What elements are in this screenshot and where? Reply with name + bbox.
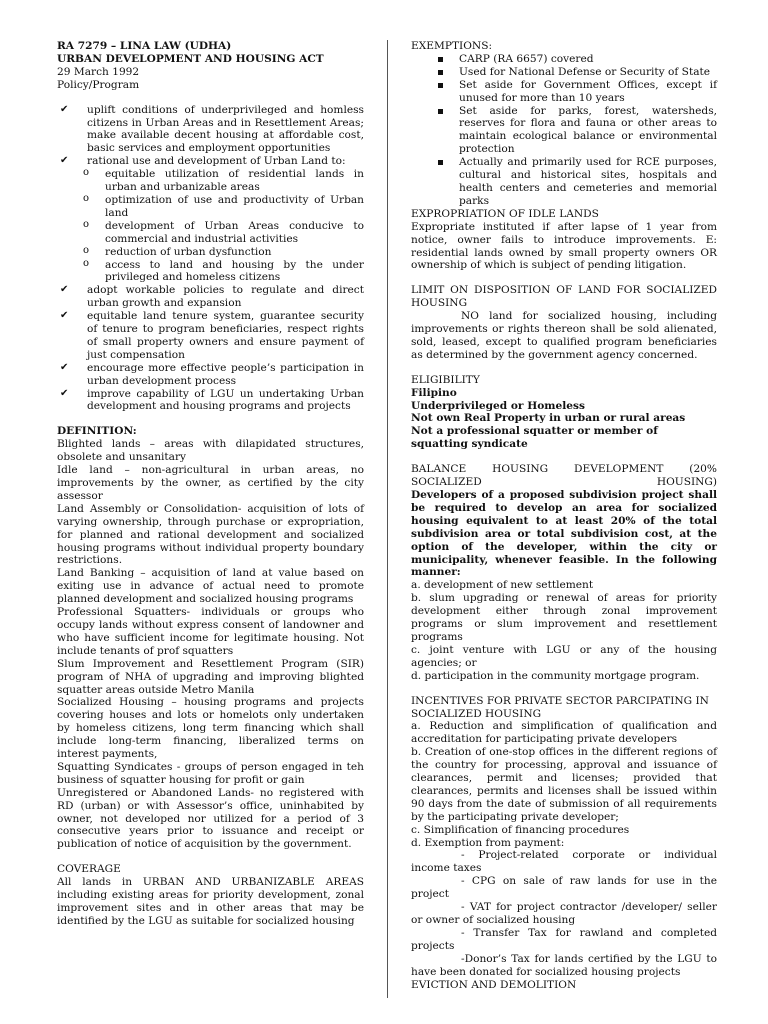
eligibility-item: Underprivileged or Homeless — [411, 399, 585, 412]
expropriation-text: Expropriate instituted if after lapse of 1 year from notice, owner fails to introduce improvements. E: residential lands owned by small property owners OR ownership of which is subject of pending litigation. — [411, 220, 717, 272]
eligibility-heading: ELIGIBILITY — [411, 373, 480, 386]
checkmark-icon: ✔ — [60, 310, 69, 322]
exemptions-heading: EXEMPTIONS: — [411, 40, 493, 52]
incentives-heading: INCENTIVES FOR PRIVATE SECTOR PARCIPATING IN SOCIALIZED HOUSING — [411, 694, 709, 720]
left-column — [57, 40, 364, 928]
eviction-heading: EVICTION AND DEMOLITION — [411, 978, 577, 991]
right-column — [411, 40, 717, 991]
expropriation-heading: EXPROPRIATION OF IDLE LANDS — [411, 207, 599, 220]
exemption-item: Used for National Defense or Security of State — [411, 66, 717, 79]
definition-item: Socialized Housing – housing programs and projects covering houses and lots or homelots only undertaken by homeless citizens, long term financing which shall include long-term financing, liberalized terms on interest payments, — [57, 696, 364, 761]
limit-text: NO land for socialized housing, including improvements or rights thereon shall be sold alienated, sold, leased, except to qualified program beneficiaries as determined by the government agency concerned. — [411, 310, 717, 361]
land-goal-item: o optimization of use and productivity of Urban land — [83, 192, 364, 219]
policy-item: ✔ uplift conditions of underprivileged and homless citizens in Urban Areas and in Resettlement Areas; make available decent housing at affordable cost, basic services and employment opportunities — [60, 103, 364, 155]
balance-item: d. participation in the community mortgage program. — [411, 669, 700, 682]
tax-exemption-item: - Transfer Tax for rawland and completed projects — [411, 926, 717, 952]
balance-text: Developers of a proposed subdivision project shall be required to develop an area for socialized housing equivalent to at least 20% of the total subdivision area or total subdivision cost, at the option of the developer, within the city or municipality, whenever feasible. In the following manner: — [411, 489, 717, 579]
land-goal-item: o access to land and housing by the under privileged and homeless citizens — [83, 257, 364, 284]
definition-item: Land Banking – acquisition of land at value based on exiting use in advance of actual need to promote planned development and socialized housing programs — [57, 567, 364, 606]
eligibility-item: Not a professional squatter or member of squatting syndicate — [411, 425, 658, 451]
document-subtitle: URBAN DEVELOPMENT AND HOUSING ACT — [57, 52, 324, 65]
balance-item: c. joint venture with LGU or any of the housing agencies; or — [411, 643, 717, 669]
square-bullet-icon — [438, 70, 443, 75]
circle-bullet-icon: o — [83, 167, 90, 179]
tax-exemption-item: - VAT for project contractor /developer/ seller or owner of socialized housing — [411, 901, 717, 926]
checkmark-icon: ✔ — [60, 103, 69, 115]
definition-item: Blighted lands – areas with dilapidated structures, obsolete and unsanitary — [57, 438, 364, 464]
tax-exemption-item: - CPG on sale of raw lands for use in the project — [411, 875, 717, 901]
checkmark-icon: ✔ — [60, 284, 69, 296]
coverage-heading: COVERAGE — [57, 863, 121, 876]
square-bullet-icon — [438, 109, 443, 114]
eligibility-item: Filipino — [411, 386, 457, 399]
policy-label: Policy/Program — [57, 78, 140, 91]
checkmark-icon: ✔ — [60, 387, 69, 399]
land-goal-item: o reduction of urban dysfunction — [83, 244, 272, 258]
policy-item: ✔ adopt workable policies to regulate and direct urban growth and expansion — [60, 284, 364, 310]
circle-bullet-icon: o — [83, 244, 90, 256]
square-bullet-icon — [438, 160, 443, 165]
policy-item: ✔ improve capability of LGU un undertaking Urban development and housing programs and projects — [60, 387, 364, 413]
exemption-item: Set aside for parks, forest, watersheds, reserves for flora and fauna or other areas to maintain ecological balance or environmental protection — [411, 105, 717, 157]
land-goal-item: o development of Urban Areas conducive to commercial and industrial activities — [83, 218, 364, 245]
land-goal-item: o equitable utilization of residential lands in urban and urbanizable areas — [83, 167, 364, 194]
eligibility-item: Not own Real Property in urban or rural areas — [411, 412, 686, 425]
column-divider — [387, 40, 388, 998]
policy-list — [57, 104, 364, 414]
definition-item: Unregistered or Abandoned Lands- no registered with RD (urban) or with Assessor’s office, uninhabited by owner, not developed nor utilized for a period of 3 consecutive years prior to issuance and receipt or publication of notice of acquisition by the government. — [57, 786, 364, 851]
incentive-item: b. Creation of one-stop offices in the different regions of the country for processing, approval and issuance of clearances, permit and licenses; provided that clearances, permits and licenses shall be issued within 90 days from the date of submission of all requirements by the participating private developer; — [411, 746, 717, 823]
incentive-item: a. Reduction and simplification of qualification and accreditation for participating private developers — [411, 720, 717, 746]
tax-exemption-item: - Project-related corporate or individual income taxes — [411, 849, 717, 875]
balance-item: b. slum upgrading or renewal of areas for priority development either through zonal improvement programs or slum improvement and resettlement programs — [411, 592, 717, 643]
circle-bullet-icon: o — [83, 192, 90, 204]
policy-item: ✔ equitable land tenure system, guarantee security of tenure to program beneficiaries, respect rights of small property owners and ensure payment of just compensation — [60, 310, 364, 361]
definition-item: Idle land – non-agricultural in urban areas, no improvements by the owner, as certified by the city assessor — [57, 464, 364, 502]
exemption-item: Actually and primarily used for RCE purposes, cultural and historical sites, hospitals and health centers and cemeteries and memorial parks — [411, 156, 717, 208]
balance-item: a. development of new settlement — [411, 579, 594, 592]
incentive-item: d. Exemption from payment: — [411, 836, 565, 849]
exemption-item: Set aside for Government Offices, except if unused for more than 10 years — [411, 79, 717, 105]
checkmark-icon: ✔ — [60, 361, 69, 373]
incentive-item: c. Simplification of financing procedures — [411, 823, 630, 836]
circle-bullet-icon: o — [83, 218, 90, 230]
definition-item: Professional Squatters- individuals or groups who occupy lands without express consent of landowner and who have sufficient income for legitimate housing. Not include tenants of prof squatters — [57, 606, 364, 657]
square-bullet-icon — [438, 83, 443, 88]
circle-bullet-icon: o — [83, 257, 90, 269]
exemptions-list — [411, 53, 717, 208]
coverage-text: All lands in URBAN AND URBANIZABLE AREAS including existing areas for priority development, zonal improvement sites and in other areas that may be identified by the LGU as suitable for socialized housing — [57, 876, 364, 927]
definition-item: Squatting Syndicates - groups of person engaged in teh business of squatter housing for profit or gain — [57, 760, 364, 786]
balance-heading-line: BALANCE HOUSING DEVELOPMENT (20% SOCIALIZED HOUSING) — [411, 463, 717, 489]
document-title: RA 7279 – LINA LAW (UDHA) — [57, 40, 232, 52]
definition-heading: DEFINITION: — [57, 425, 137, 438]
policy-item: ✔ rational use and development of Urban Land to: — [60, 155, 346, 168]
limit-heading: LIMIT ON DISPOSITION OF LAND FOR SOCIALIZED HOUSING — [411, 284, 717, 310]
policy-item: ✔ encourage more effective people’s participation in urban development process — [60, 361, 364, 387]
definition-item: Slum Improvement and Resettlement Program (SIR) program of NHA of upgrading and improving blighted squatter areas outside Metro Manila — [57, 657, 364, 696]
exemption-item: CARP (RA 6657) covered — [411, 53, 717, 66]
square-bullet-icon — [438, 57, 443, 62]
checkmark-icon: ✔ — [60, 155, 69, 167]
tax-exemption-item: -Donor’s Tax for lands certified by the LGU to have been donated for socialized housing projects — [411, 952, 717, 978]
document-date: 29 March 1992 — [57, 65, 140, 78]
definition-item: Land Assembly or Consolidation- acquisition of lots of varying ownership, through purchase or expropriation, for planned and rational development and socialized housing programs without individual property boundary restrictions. — [57, 502, 364, 567]
